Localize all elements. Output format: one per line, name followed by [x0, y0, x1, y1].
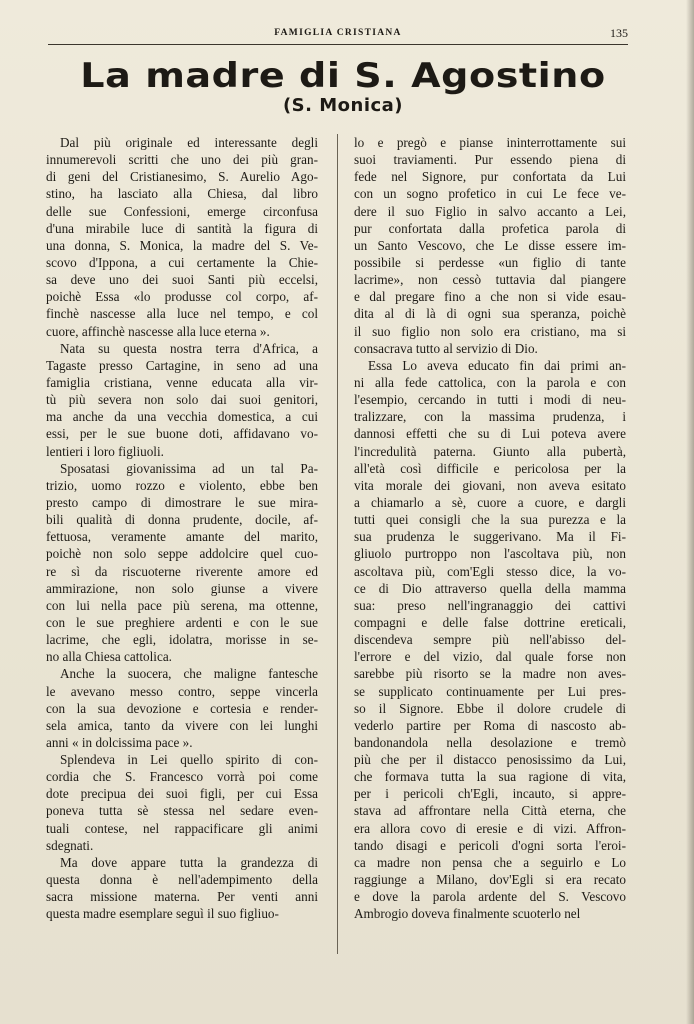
text-line: d'una mirabile luce di santità la figura di [46, 220, 318, 236]
running-title: FAMIGLIA CRISTIANA [274, 28, 402, 38]
text-line: poneva tutta sè stessa nel sedare even- [46, 803, 318, 819]
text-line: possibile si perdesse «un figlio di tante [354, 254, 626, 270]
text-line: questa donna è nell'adempimento della [46, 872, 318, 888]
text-line: Tagaste presso Cartagine, in seno ad una [46, 357, 318, 373]
text-line: Nata su questa nostra terra d'Africa, a [60, 340, 318, 356]
text-line: più che per il distacco penosissimo da Lui, [354, 752, 626, 768]
text-line: bili qualità di donna prudente, docile, af- [46, 512, 318, 528]
text-line: di geni del Cristianesimo, S. Aurelio Ago- [46, 169, 318, 185]
text-line: Ma dove appare tutta la grandezza di [60, 854, 318, 870]
text-line: gliuolo purtroppo non l'ascoltava più, non [354, 546, 626, 562]
text-line: le avevano messo contro, seppe vincerla [46, 683, 318, 699]
header-rule [48, 44, 628, 45]
text-line: ammirazione, non solo giunse a vivere [46, 580, 318, 596]
text-line: sua: preso nell'ingranaggio dei cattivi [354, 597, 626, 613]
text-line: sacra missione materna. Per venti anni [46, 889, 318, 905]
text-line: questa madre esemplare seguì il suo figliuo- [46, 906, 279, 922]
text-line: so il Signore. Ebbe il dolore crudele di [354, 700, 626, 716]
text-line: sdegnati. [46, 837, 94, 853]
text-line: delle sue Confessioni, emerge circonfusa [46, 203, 318, 219]
text-line: finchè nascesse alla luce nel tempo, e col [46, 306, 318, 322]
text-line: tù più severa non solo dai suoi genitori, [46, 392, 318, 408]
text-line: fede nel Signore, pur confortata da Lui [354, 169, 626, 185]
text-line: un Santo Vescovo, che Le disse essere im- [354, 237, 626, 253]
text-line: compagni e delle false dottrine ereticali, [354, 614, 626, 630]
text-line: era allora covo di eresie e di vizi. Affron- [354, 820, 626, 836]
text-line: famiglia cristiana, venne educata alla vir- [46, 374, 318, 390]
text-line: no alla Chiesa cattolica. [46, 649, 172, 665]
text-line: se supplicato continuamente per Lui pres- [354, 683, 626, 699]
text-line: scovo d'Ippona, a cui certamente la Chie- [46, 254, 318, 270]
text-line: e dal pregare fino a che non si vide esau- [354, 289, 626, 305]
text-line: poichè Essa «lo produsse col corpo, af- [46, 289, 318, 305]
text-line: Dal più originale ed interessante degli [60, 135, 318, 150]
text-line: poichè non solo seppe addolcire quel cuo- [46, 546, 318, 562]
text-line: per i pericoli ch'Egli, incauto, si appre- [354, 786, 626, 802]
right-text-column [354, 134, 626, 922]
text-line: all'età così difficile e pericolosa per la [354, 460, 626, 476]
text-line: vita morale dei giovani, non aveva esitato [354, 477, 626, 493]
text-line: presto campo di dimostrare le sue mira- [46, 494, 318, 510]
text-line: ni alla fede cattolica, con la parola e con [354, 374, 626, 390]
text-line: ascoltava più, com'Egli stesso dice, la vo- [354, 563, 626, 579]
text-line: il suo figlio non solo era cristiano, ma si [354, 323, 626, 339]
text-line: che formava tutta la sua ragione di vita, [354, 769, 626, 785]
text-line: una donna, S. Monica, la madre del S. Ve- [46, 237, 318, 253]
left-text-column [46, 134, 318, 922]
text-line: sua prudenza le suggerivano. Ma il Fi- [354, 529, 626, 545]
text-line: bandonandola nella desolazione e tremò [354, 734, 626, 750]
text-line: con lui nella pace più serena, ma ottenne, [46, 597, 318, 613]
column-divider [337, 134, 338, 954]
text-line: trizio, uomo rozzo e violento, ebbe ben [46, 477, 318, 493]
text-line: sela amica, tanto da vivere con lei lunghi [46, 717, 318, 733]
page-number: 135 [610, 26, 628, 40]
text-line: lo e pregò e pianse ininterrottamente sui [354, 135, 626, 150]
text-line: dannosi effetti che su di Lui poteva avere [354, 426, 626, 442]
text-line: ma anche da una vecchia domestica, a cui [46, 409, 318, 425]
text-line: Essa Lo aveva educato fin dai primi an- [368, 357, 626, 373]
text-line: con le sue preghiere ardenti e con le sue [46, 614, 318, 630]
text-line: lacrime», non cessò tuttavia dal piangere [354, 272, 626, 288]
text-line: Splendeva in Lei quello spirito di con- [60, 752, 318, 768]
text-line: dere il suo Figlio in salvo accanto a Lei, [354, 203, 626, 219]
text-line: cuore, affinchè nascesse alla luce eterna ». [46, 323, 270, 339]
text-line: Sposatasi giovanissima ad un tal Pa- [60, 460, 318, 476]
text-line: e dove la parola ardente del S. Vescovo [354, 889, 626, 905]
text-line: anni « in dolcissima pace ». [46, 734, 193, 750]
text-line: sa deve uno dei suoi Santi più eccelsi, [46, 272, 318, 288]
text-line: innumerevoli scritti che uno dei più gran- [46, 152, 318, 168]
text-line: con un sogno profetico in cui Le fece ve- [354, 186, 626, 202]
text-line: lentieri i loro figliuoli. [46, 443, 164, 459]
text-line: discendeva sempre più nell'abisso del- [354, 632, 626, 648]
text-line: essi, per le sue buone doti, affidavano vo- [46, 426, 318, 442]
text-line: tando disagi e pericoli d'ogni sorta l'eroi- [354, 837, 626, 853]
text-line: stino, ha lasciato alla Chiesa, dal libro [46, 186, 318, 202]
text-line: con la sua devozione e cortesia e render- [46, 700, 318, 716]
text-line: vederlo partire per Roma di nascosto ab- [354, 717, 626, 733]
article-title: La madre di S. Agostino [80, 56, 606, 96]
text-line: ca madre non pensa che a seguirlo e Lo [354, 854, 626, 870]
text-line: tutti quei consigli che la sua purezza e la [354, 512, 626, 528]
text-line: dote precipua dei suoi figli, per cui Essa [46, 786, 318, 802]
page-edge-shadow [686, 0, 694, 1024]
text-line: l'esempio, cercando in tutti i modi di neu- [354, 392, 626, 408]
text-line: a chiamarlo a sè, cuore a cuore, e dargli [354, 494, 626, 510]
text-line: fettuosa, veramente amante del marito, [46, 529, 318, 545]
text-line: consacrava tutto al servizio di Dio. [354, 340, 538, 356]
text-line: sarebbe più risorto se la madre non aves- [354, 666, 626, 682]
text-line: suoi traviamenti. Pur essendo piena di [354, 152, 626, 168]
text-line: ce di Dio attraverso quella della mamma [354, 580, 626, 596]
text-line: stava ad affrontare nella Città eterna, che [354, 803, 626, 819]
text-line: l'incredulità paterna. Giunto alla pubertà, [354, 443, 626, 459]
text-line: dita al di là di ogni sua speranza, poichè [354, 306, 626, 322]
text-line: cordia che S. Francesco vorrà poi come [46, 769, 318, 785]
text-line: l'errore e del vizio, dal quale forse non [354, 649, 626, 665]
text-line: raggiunge a Milano, dov'Egli si era recato [354, 872, 626, 888]
text-line: re sì da riscuoterne riverente amore ed [46, 563, 318, 579]
text-line: Ambrogio doveva finalmente scuoterlo nel [354, 906, 581, 922]
text-line: lacrime, che egli, idolatra, morisse in se- [46, 632, 318, 648]
text-line: Anche la suocera, che maligne fantesche [60, 666, 318, 682]
article-subtitle: (S. Monica) [282, 95, 404, 116]
text-line: tuali contese, nel rappacificare gli animi [46, 820, 318, 836]
page-header [48, 26, 628, 44]
text-line: pur confortata dalla profetica parola di [354, 220, 626, 236]
text-line: tralizzare, con la massima prudenza, i [354, 409, 626, 425]
